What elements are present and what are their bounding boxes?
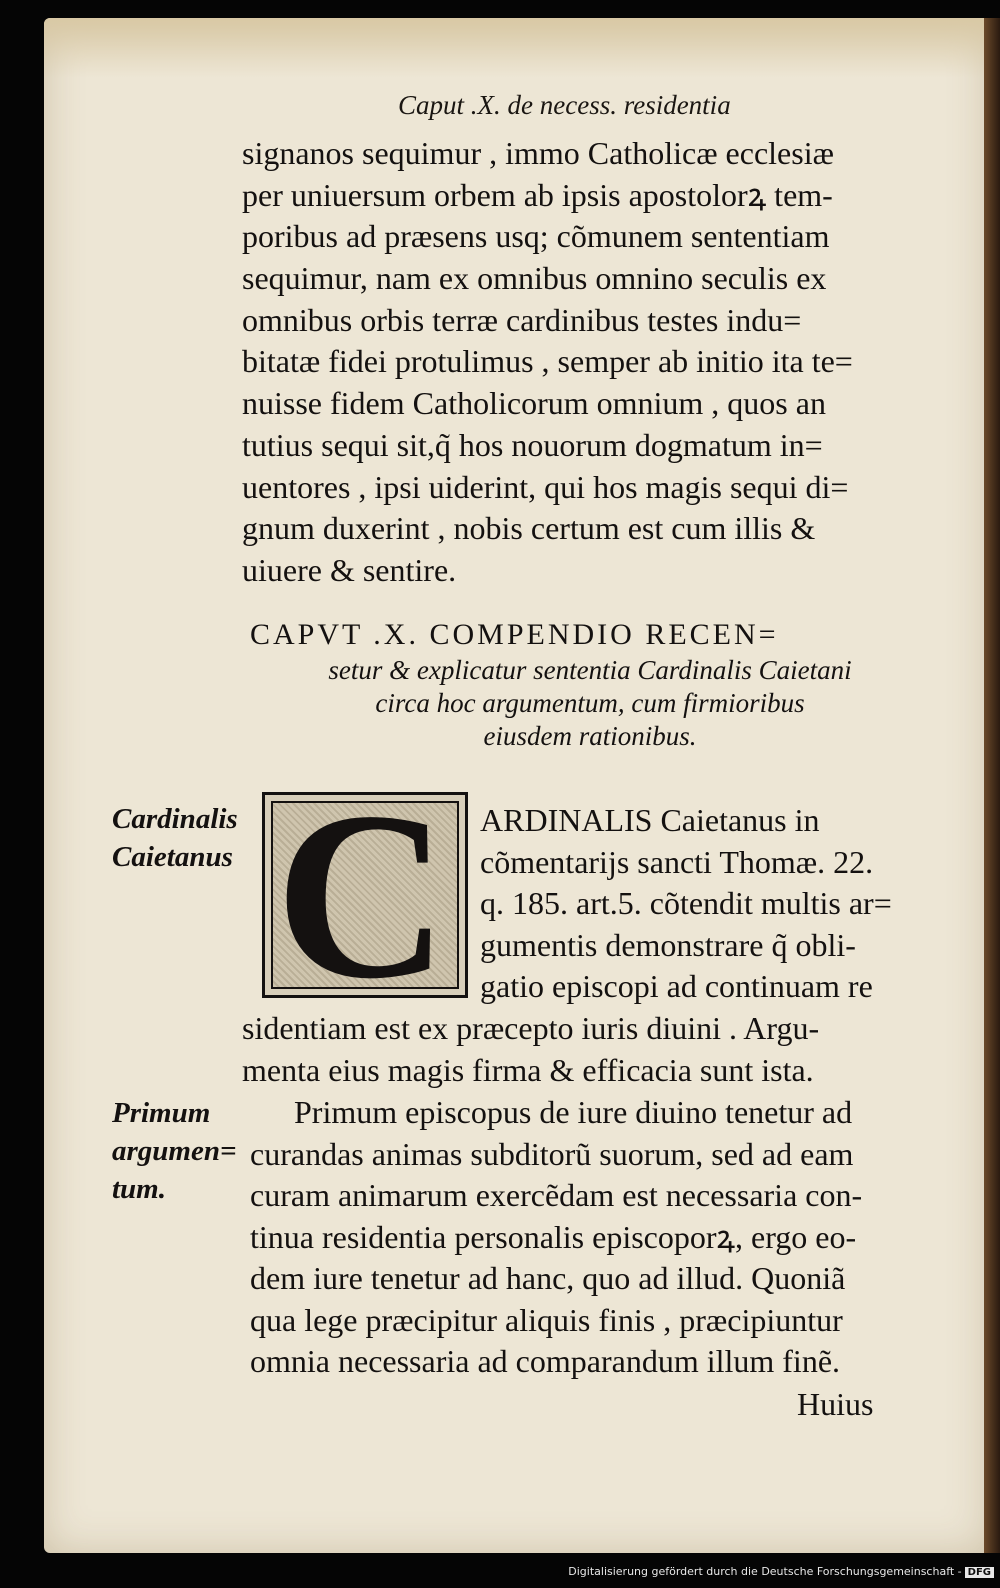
text-line: gumentis demonstrare q̃ obli- [480,926,856,963]
chapter-heading-line: circa hoc argumentum, cum firmioribus [375,688,805,718]
text-line: dem iure tenetur ad hanc, quo ad illud. Quoniã [250,1260,846,1296]
text-line: gnum duxerint , nobis certum est cum illis & [242,510,816,547]
text-line: menta eius magis firma & efficacia sunt ista. [242,1051,814,1088]
text-line: per uniuersum orbem ab ipsis apostolorꝝ tem- [242,176,833,213]
text-line: q. 185. art.5. cõtendit multis ar= [480,885,892,921]
marginal-note-line: Primum [112,1097,211,1129]
marginal-note-line: argumen= [112,1135,237,1167]
chapter-heading [250,616,930,753]
chapter-heading-caps: CAPVT .X. COMPENDIO RECEN= [250,618,779,651]
text-line: curam animarum exercẽdam est necessaria con- [250,1177,863,1213]
marginal-note-line: Caietanus [112,841,233,873]
running-head: Caput .X. de necess. residentia [398,90,731,120]
catchword: Huius [797,1386,874,1422]
text-line: sidentiam est ex præcepto iuris diuini . Argu- [242,1010,820,1046]
digitization-credit [568,1565,994,1578]
text-line: cõmentarijs sancti Thomæ. 22. [480,843,874,880]
marginal-note-line: Cardinalis [112,803,238,835]
paragraph-continuation [242,1008,942,1091]
decorated-initial [262,762,468,1028]
marginal-note-primum [112,1094,237,1208]
text-line: omnia necessaria ad comparandum illum finẽ. [250,1343,841,1379]
argument-paragraph [250,1092,950,1383]
text-line: signanos sequimur , immo Catholicæ ecclesiæ [242,135,834,171]
chapter-heading-line: eiusdem rationibus. [483,721,697,751]
initial-letter: C [275,762,449,1028]
marginal-note-line: tum. [112,1173,166,1205]
text-line: poribus ad præsens usq; cõmunem sententiam [242,218,830,255]
marginal-note-cardinalis [112,800,238,876]
text-line: ARDINALIS Caietanus in [480,802,820,838]
credit-text: Digitalisierung gefördert durch die Deutsche Forschungsgemeinschaft - [568,1565,962,1578]
text-line: uentores , ipsi uiderint, qui hos magis sequi di= [242,468,849,505]
chapter-heading-line: setur & explicatur sententia Cardinalis Caietani [328,655,852,685]
text-line: uiuere & sentire. [242,551,457,588]
body-text [242,133,932,592]
text-line: Primum episcopus de iure diuino tenetur ad [294,1094,853,1130]
text-line: qua lege præcipitur aliquis finis , præcipiuntur [250,1301,843,1338]
text-line: nuisse fidem Catholicorum omnium , quos an [242,385,826,422]
text-line: omnibus orbis terræ cardinibus testes indu= [242,301,802,338]
text-line: gatio episcopi ad continuam re [480,968,873,1004]
text-line: curandas animas subditorũ suorum, sed ad eam [250,1135,854,1172]
page-edge [984,18,1000,1553]
text-line: tutius sequi sit,q̃ hos nouorum dogmatum in= [242,426,823,463]
text-line: bitatæ fidei protulimus , semper ab initio ita te= [242,343,853,380]
text-line: tinua residentia personalis episcoporꝝ, ergo eo- [250,1218,857,1255]
initial-paragraph [480,800,932,1008]
dfg-logo: DFG [965,1567,994,1578]
text-line: sequimur, nam ex omnibus omnino seculis ex [242,260,827,297]
